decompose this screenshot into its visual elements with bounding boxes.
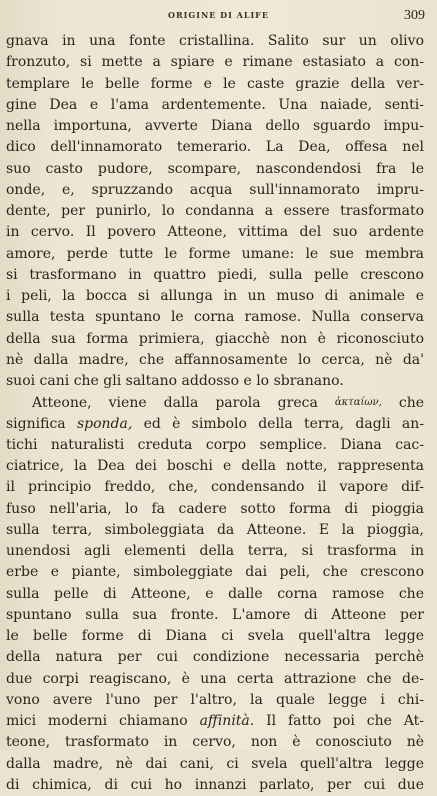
text-line [6, 392, 424, 413]
text-line: della natura per cui condizione necessaria perchè [6, 649, 424, 666]
text-line: onde, e, spruzzando acqua sull'innamorato impru- [6, 181, 424, 198]
text-run: ed è simbolo della terra, dagli an- [132, 415, 424, 432]
text-run: Atteone, viene dalla parola greca [32, 395, 335, 412]
text-line: nè dalla madre, che affannosamente lo cerca, nè da' [6, 351, 424, 368]
text-line: templare le belle forme e le caste grazie della ver- [6, 75, 424, 92]
text-line: suoi cani che gli saltano addosso e lo sbranano. [6, 373, 344, 389]
italic-word: sponda, [76, 415, 133, 432]
running-title: ORIGINE DI ALIFE [168, 10, 269, 20]
text-line: vono avere l'uno per l'altro, la quale legge i chi- [6, 691, 424, 708]
page-number: 309 [404, 8, 425, 23]
text-line: fuso nell'aria, lo fa cadere sotto forma di pioggia [6, 500, 424, 517]
text-line: dalla madre, nè dai cani, ci svela quell'altra legge [6, 755, 424, 772]
text-line: amore, perde tutte le forme umane: le sue membra [6, 245, 424, 262]
text-line [6, 711, 424, 732]
running-head [0, 8, 437, 26]
text-line: sulla testa spuntano le corna ramose. Nulla conserva [6, 309, 424, 326]
text-line: suo casto pudore, scompare, nascondendosi fra le [6, 160, 424, 177]
text-line: ciatrice, la Dea dei boschi e della notte, rappresenta [6, 458, 424, 474]
text-line: erbe e piante, simboleggiate dai peli, che crescono [6, 564, 424, 581]
text-line: della sua forma primiera, giacchè non è riconosciuto [6, 330, 424, 347]
text-line: gnava in una fonte cristallina. Salito sur un olivo [6, 33, 424, 49]
text-line: tichi naturalisti creduta corpo semplice. Diana cac- [6, 436, 424, 453]
text-line: fronzuto, si mette a spiare e rimane estasiato a con- [6, 54, 424, 71]
text-run: mici moderni chiamano [6, 713, 200, 729]
text-run: Il fatto poi che At- [254, 713, 424, 729]
text-line: spuntano sulla sua fronte. L'amore di Atteone per [6, 606, 424, 623]
text-line: il principio freddo, che, condensando il vapore dif- [6, 479, 424, 496]
text-run: significa [6, 415, 77, 432]
text-line: unendosi agli elementi della terra, si trasforma in [6, 543, 424, 559]
italic-word: affinità. [199, 713, 255, 729]
body-text [6, 31, 424, 796]
text-line: di chimica, di cui ho innanzi parlato, per cui due [6, 776, 424, 793]
text-line: dico dell'innamorato temerario. La Dea, offesa nel [6, 139, 424, 156]
text-run: che [381, 395, 424, 412]
text-line: sulla pelle di Atteone, e dalle corna ramose che [6, 585, 424, 602]
text-line: i peli, la bocca si allunga in un muso di animale e [6, 288, 424, 304]
text-line: dente, per punirlo, lo condanna a essere trasformato [6, 203, 424, 219]
text-line: sulla terra, simboleggiata da Atteone. E la pioggia, [6, 521, 424, 538]
text-line: teone, trasformato in cervo, non è conosciuto nè [6, 734, 424, 751]
text-line: gine Dea e l'ama ardentemente. Una naiade, senti- [6, 96, 424, 113]
text-line: le belle forme di Diana ci svela quell'altra legge [6, 628, 424, 644]
greek-word: ἀκταίων, [334, 397, 382, 409]
text-line [6, 414, 424, 435]
text-line: due corpi reagiscano, è una certa attrazione che de- [6, 670, 424, 687]
text-line: nella importuna, avverte Diana dello sguardo impu- [6, 118, 424, 134]
text-line: si trasformano in quattro piedi, sulla pelle crescono [6, 266, 424, 283]
text-line: in cervo. Il povero Atteone, vittima del suo ardente [6, 224, 424, 241]
